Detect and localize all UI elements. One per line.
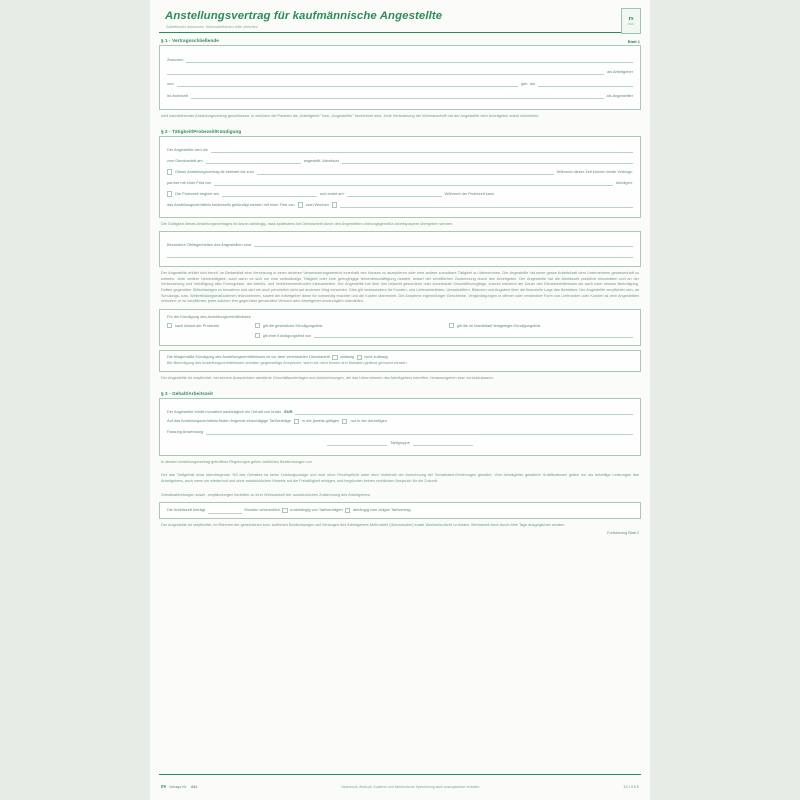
input-arbeitgeber[interactable] [167, 68, 604, 75]
section-1-box [159, 45, 641, 110]
label-eine-frist: gilt eine Kündigungsfrist von [262, 332, 312, 338]
label-tarifgruppe: Tarifgruppe [390, 440, 410, 446]
field-row-fassung [167, 428, 633, 435]
label-nach-ablauf: nach Ablauf der Probezeit [174, 322, 220, 328]
label-dienstantritt: zum Dienstantritt am [167, 157, 203, 163]
option-nach-ablauf[interactable] [167, 323, 247, 328]
checkbox-andere-frist[interactable] [332, 202, 337, 207]
field-row-und [167, 80, 633, 87]
input-obliegenheiten-2[interactable] [167, 251, 633, 258]
section-3-mehrarbeit: Der Angestellte ist verpflichtet, im Rahmen der gesetzlichen bzw. tariflichen Bestimmungen auf Verlangen des Arbeitgebers Mehrarbeit (Überstunden) sowie Wechselschicht zu leisten. Mehrarbeit kann durch freie Tage ausgeglichen werden. [161, 523, 566, 528]
checkbox-gesetzliche[interactable] [255, 323, 260, 328]
contract-page [150, 0, 650, 800]
field-row-tarifvertraege [167, 419, 633, 424]
field-row-befristet [167, 168, 633, 175]
section-1-heading: § 1 - Vertragsschließende [161, 38, 219, 43]
field-row-frist [167, 179, 633, 186]
checkbox-eine-frist[interactable] [255, 333, 260, 338]
label-nicht-zulaessig: nicht zulässig [364, 354, 388, 360]
option-manteltarif[interactable] [449, 323, 633, 328]
label-jeweils-gueltigen: in der jeweils gültigen [302, 418, 340, 424]
section-2-pflichten: Der Angestellte erklärt sich bereit, im Bedarfsfall eine Versetzung in einen anderen Verantwortungsbereich innerhalb des Hauses zu akzeptieren oder eine andere zumutbare Tätigkeit zu übernehmen. Der Angestellte hat seine ganze Arbeitskraft dem Unternehmen gewissenhaft zu widmen. Jede weitere Nebentätigkeit, auch wenn es sich um eine selbständige Tätigkeit oder eine geringfügige Nebenbeschäftigung handelt, bedarf der schriftlichen Zustimmung durch den Arbeitgeber. Der Angestellte hat die Arbeitszeit pünktlich einzuhalten und an der Verbesserung und Verbilligung aller Erzeugnisse, der Arbeits- und Verfahrensmethoden mitzuarbeiten. Der Angestellte hat über ihm bekannt gewordene oder anvertraute Geschäftsvorgänge, sowohl während der Dauer des Dienstverhältnisses als auch nach dessen Beendigung, Dritten gegenüber Stillschweigen zu bewahren und darf sie auch persönlich nicht auf anderem Weg verwerten. Dies gilt insbesondere für Kunden- und Lieferantenlisten, Umsatzziffern, Bilanzen und Angaben über die finanzielle Lage des Betriebes. Der Angestellte verpflichtet sich, an Schulungs- bzw. Weiterbildungsmaßnahmen teilzunehmen, soweit der Arbeitgeber diese für notwendig erachtet und die Kosten übernimmt. Die Annahme eigennütziger Geschenke, Vergünstigungen in offener oder versteckter Form von Lieferanten oder Kunden ist dem Angestellten verboten; er ist verpflichtet, jeder solchen ihm gegenüber gemachten Versuch dem Arbeitgeber unverzüglich mitzuteilen. [161, 271, 639, 304]
label-eur: EUR [284, 408, 293, 414]
checkbox-zulaessig[interactable] [332, 355, 337, 360]
sheet-label: Blatt 1 [627, 39, 640, 44]
input-zwischen[interactable] [186, 56, 633, 63]
label-und: und [167, 81, 174, 87]
header-divider [159, 32, 641, 33]
field-row-probezeit [167, 190, 633, 197]
field-row-gehalt [167, 408, 633, 415]
field-row-wohnhaft [167, 92, 633, 99]
label-tarifvertraege: Auf das Anstellungsverhältnis finden folgende einschlägige Tarifverträge [167, 418, 291, 424]
kuendigung-heading: Für die Kündigung des Anstellungsverhältnisses [167, 313, 251, 319]
section-2-gueltigkeit: Die Gültigkeit dieses Anstellungsvertrages ist davon abhängig, dass spätestens bei Dienstantritt durch den Angestellten ordnungsgemäße Arbeitspapiere übergeben werden. [161, 221, 454, 226]
label-beiderseits: das Anstellungsverhältnis beiderseits gekündigt werden mit einer Frist von [167, 201, 295, 207]
input-taetigkeit[interactable] [211, 146, 633, 153]
input-probezeit-ende[interactable] [347, 190, 442, 197]
footer-product-code: 3.0 / 0.5 E [623, 785, 639, 789]
logo-subtext: RNK [627, 23, 635, 26]
input-stunden[interactable] [208, 507, 242, 514]
field-row-obliegenheiten-2 [167, 251, 633, 258]
publisher-logo [621, 8, 641, 34]
input-obliegenheiten-1[interactable] [254, 240, 633, 247]
checkbox-abhaengig[interactable] [345, 508, 350, 513]
label-manteltarif: gilt die im Manteltarif festgelegte Kündigungsfrist [456, 322, 541, 328]
checkbox-nach-ablauf[interactable] [167, 323, 172, 328]
label-zwischen: Zwischen [167, 57, 184, 63]
kuendigung-box [159, 309, 641, 346]
label-und-endet: und endet am [319, 190, 344, 196]
input-probezeit-beginn[interactable] [222, 190, 317, 197]
fristlose-paragraph: Bei Beendigung des Anstellungsverhältnisses verfallen gegenseitige Ansprüche, wenn sie nicht binnen drei Monaten geltend gemacht werden. [167, 361, 408, 366]
input-anschrift[interactable] [191, 92, 604, 99]
section-1-paragraph: wird nachstehender Anstellungsvertrag geschlossen, in welchem die Parteien als „Arbeitgeber" bzw. „Angestellter" bezeichnet sind. Jede Veränderung der Wohnanschrift hat der Angestellte dem Arbeitgeber sofort mitzuteilen. [161, 114, 540, 118]
checkbox-manteltarif[interactable] [449, 323, 454, 328]
continuation-note: Fortsetzung Blatt 2 [607, 530, 639, 535]
section-3-tarifgehalt: Der das Tarifgehalt etwa übersteigende Teil des Gehaltes ist keine Leistungszulage und wird ohne Rechtspflicht unter dem Vorbehalt der Anrechnung bei Gehaltstarif-Erhöhungen gewährt. Vom Arbeitgeber gewährte Gratifikationen gelten nur als freiwillige Leistungen des Arbeitgebers, auch wenn sie wiederholt und ohne ausdrücklichen Hinweis auf die Freiwilligkeit erfolgen, und begründen keinen rechtlichen Anspruch für die Zukunft. [161, 473, 639, 483]
section-3-abtretung: Gehaltsabtretungen sowie -verpfändungen bedürfen zu ihrer Wirksamkeit der ausdrücklichen Zustimmung des Arbeitgebers. [161, 492, 371, 497]
layout-spacer [159, 535, 641, 771]
label-waehrend-probezeit: Während der Probezeit kann [444, 190, 495, 196]
field-row-probezeit-frist [167, 201, 633, 208]
label-unabhaengig: unabhängig von Tarifverträgen [290, 507, 343, 513]
option-eine-frist[interactable] [255, 331, 633, 338]
footer-verlag-label: Verlags-Nr. [169, 785, 187, 789]
logo-mark-icon: rs [628, 16, 634, 22]
label-fassung: Fassung Anwendung [167, 429, 204, 435]
page-footer [159, 778, 641, 796]
field-row-tarifgruppe [167, 439, 633, 446]
input-tarifgruppe-right[interactable] [413, 439, 473, 446]
fristlose-box [159, 350, 641, 372]
section-2-box [159, 136, 641, 218]
label-zwei-wochen: zwei Wochen [305, 201, 329, 207]
arbeitszeit-box [159, 502, 641, 519]
input-geburtsdatum[interactable] [538, 80, 633, 87]
arbeitszeit-row [167, 507, 633, 514]
field-row-zwischen [167, 56, 633, 63]
obliegenheiten-box [159, 231, 641, 267]
checkbox-jeweils-gueltigen[interactable] [294, 419, 299, 424]
label-obliegenheiten: Besondere Obliegenheiten des Angestellten sind [167, 241, 251, 247]
section-3-vorrang: In diesem Anstellungsvertrag getroffene Regelungen gehen tariflichen Bestimmungen vor. [161, 459, 313, 464]
label-abhaengig: abhängig vom obigen Tarifvertrag [352, 507, 411, 513]
field-row-dienstantritt [167, 157, 633, 164]
label-probezeit-beginnt: Die Probezeit beginnt am [175, 190, 219, 196]
fristlose-row [167, 355, 633, 360]
label-arbeitsort: angestellt. Arbeitsort [303, 157, 339, 163]
kuendigung-col-left [167, 323, 247, 341]
option-gesetzliche[interactable] [255, 323, 439, 328]
checkbox-probezeit[interactable] [167, 191, 172, 196]
label-kuendigen: kündigen. [616, 179, 633, 185]
label-ist-wohnhaft: ist wohnhaft [167, 93, 188, 99]
label-als-arbeitgeber: als Arbeitgeber [607, 69, 633, 75]
label-stunden: Stunden wöchentlich [244, 507, 280, 513]
section-2-heading: § 2 - Tätigkeit/Probezeit/Kündigung [161, 128, 242, 134]
input-gehalt[interactable] [295, 408, 633, 415]
input-tarifgruppe-left[interactable] [327, 439, 387, 446]
input-kuendigungsfrist-befristet[interactable] [214, 179, 613, 186]
field-row-taetigkeit [167, 146, 633, 153]
label-gesetzliche: gilt die gesetzliche Kündigungsfrist [262, 322, 323, 328]
footer-divider [159, 774, 641, 775]
label-geb-am: geb. am [520, 81, 535, 87]
footer-verlag-number: 641 [191, 785, 198, 789]
section-3-heading: § 3 - Gehalt/Arbeitszeit [161, 390, 213, 396]
input-andere-frist[interactable] [340, 201, 633, 208]
field-row-obliegenheiten [167, 240, 633, 247]
checkbox-befristet[interactable] [167, 169, 172, 174]
input-eine-frist[interactable] [314, 331, 633, 338]
label-zulaessig: zulässig [340, 354, 355, 360]
label-partner-frist: partner mit einer Frist von [167, 179, 212, 185]
label-wird-als: Der Angestellte wird als [167, 146, 208, 152]
label-fristlose-a: Die fristgemäße Kündigung des Anstellungsverhältnisses ist vor dem vereinbarten Dienstantritt [167, 354, 330, 360]
input-arbeitsort[interactable] [342, 157, 633, 164]
footer-logo-icon: rs [161, 784, 166, 790]
section-3-box [159, 398, 641, 456]
checkbox-derzeitigen[interactable] [342, 419, 347, 424]
header-instruction: Zutreffendes ankreuzen, Nichtzutreffendes bitte streichen [166, 25, 258, 29]
input-befristet-bis[interactable] [257, 168, 554, 175]
checkbox-nicht-zulaessig[interactable] [357, 355, 362, 360]
label-waehrend-zeit: Während dieser Zeit können beide Vertrags- [556, 168, 633, 174]
checkbox-unabhaengig[interactable] [282, 508, 287, 513]
field-row-arbeitgeber [167, 68, 633, 75]
label-arbeitszeit: Die Arbeitszeit beträgt [167, 507, 206, 513]
kuendigung-col-right [255, 323, 633, 341]
kuendigung-options [167, 323, 633, 341]
input-tarifvertrag[interactable] [206, 428, 633, 435]
label-befristet: Dieser Anstellungsvertrag ist befristet bis zum [175, 168, 254, 174]
label-gehalt: Der Angestellte erhält monatlich nachträglich ein Gehalt von brutto [167, 408, 282, 414]
input-name-angestellter[interactable] [177, 80, 518, 87]
label-derzeitigen: nur in der derzeitigen [350, 418, 387, 424]
page-title: Anstellungsvertrag für kaufmännische Angestellte [165, 10, 443, 22]
label-als-angestellter: als Angestellter [606, 93, 633, 99]
input-dienstantritt[interactable] [206, 157, 301, 164]
checkbox-zwei-wochen[interactable] [298, 202, 303, 207]
section-2-unterlagen: Der Angestellte ist verpflichtet, bei seinem Ausscheiden sämtliche Geschäftsunterlagen und Aufzeichnungen, die das Unternehmen des Arbeitgebers betreffen, herauszugeben bzw. zurückzulassen. [161, 375, 494, 380]
kuendigung-row-1 [255, 323, 633, 331]
footer-copyright-notice: Nachdruck, Abdruck, Kopieren und elektronische Speicherung auch auszugsweise verboten [341, 785, 480, 789]
